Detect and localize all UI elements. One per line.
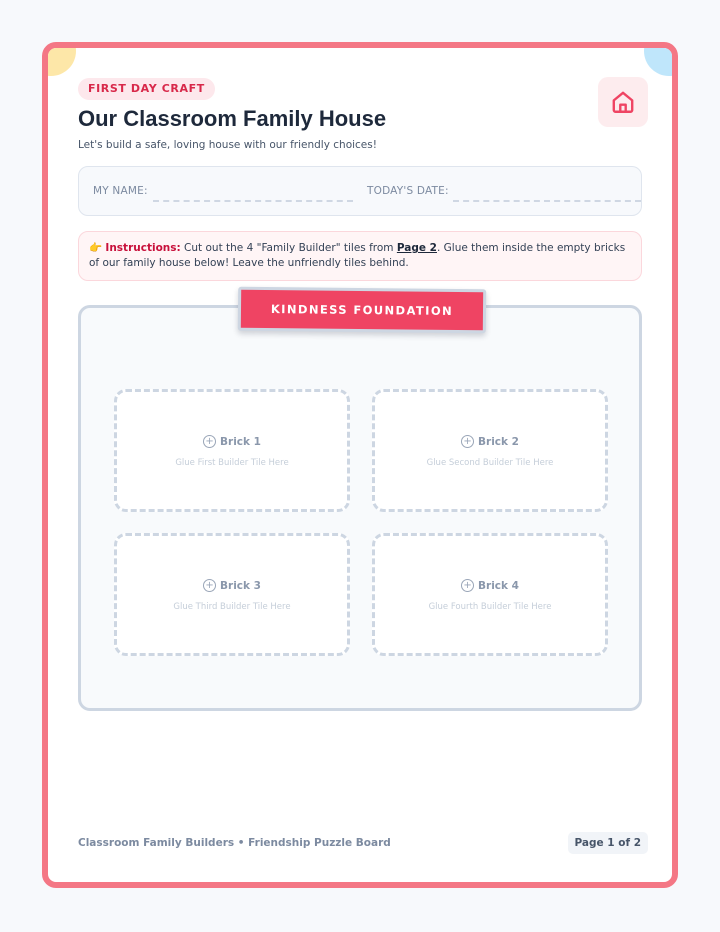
- home-icon-box: [598, 77, 648, 127]
- foundation-banner: KINDNESS FOUNDATION: [238, 287, 486, 334]
- name-label: MY NAME:: [93, 185, 148, 197]
- brick-hint: Glue Fourth Builder Tile Here: [428, 602, 552, 612]
- plus-circle-icon: +: [461, 435, 474, 448]
- brick-label: Brick 3: [220, 579, 261, 592]
- instructions-box: [78, 231, 642, 281]
- plus-circle-icon: +: [203, 435, 216, 448]
- brick-slot[interactable]: [372, 389, 608, 512]
- page-reference: Page 2: [396, 242, 437, 254]
- date-line[interactable]: [453, 200, 641, 202]
- plus-circle-icon: +: [203, 579, 216, 592]
- brick-hint: Glue Second Builder Tile Here: [426, 458, 554, 468]
- plus-circle-icon: +: [461, 579, 474, 592]
- instructions-lead: Instructions:: [105, 242, 181, 254]
- instructions-text-2: . Glue them inside the empty bricks of our family house below! Leave the unfriendly tiles behind.: [89, 242, 626, 269]
- footer-caption: Classroom Family Builders • Friendship Puzzle Board: [78, 837, 391, 849]
- brick-label: Brick 2: [478, 435, 519, 448]
- date-label: TODAY'S DATE:: [367, 185, 449, 197]
- brick-slot[interactable]: [114, 389, 350, 512]
- brick-hint: Glue Third Builder Tile Here: [173, 602, 291, 612]
- instructions-text-1: Cut out the 4 "Family Builder" tiles from: [180, 242, 397, 254]
- corner-decoration-blue: [644, 42, 678, 76]
- brick-label: Brick 1: [220, 435, 261, 448]
- house-foundation: [78, 305, 642, 711]
- craft-badge: FIRST DAY CRAFT: [78, 78, 215, 100]
- corner-decoration-yellow: [42, 42, 76, 76]
- brick-hint: Glue First Builder Tile Here: [175, 458, 289, 468]
- brick-slot[interactable]: [114, 533, 350, 656]
- name-date-box: [78, 166, 642, 216]
- name-line[interactable]: [153, 200, 353, 202]
- brick-slot[interactable]: [372, 533, 608, 656]
- page-number: Page 1 of 2: [568, 832, 649, 854]
- page-subtitle: Let's build a safe, loving house with our friendly choices!: [78, 139, 377, 151]
- home-icon: [610, 89, 636, 115]
- page-title: Our Classroom Family House: [78, 106, 387, 131]
- pointing-hand-icon: 👉: [89, 242, 103, 254]
- worksheet-frame: [42, 42, 678, 888]
- brick-label: Brick 4: [478, 579, 519, 592]
